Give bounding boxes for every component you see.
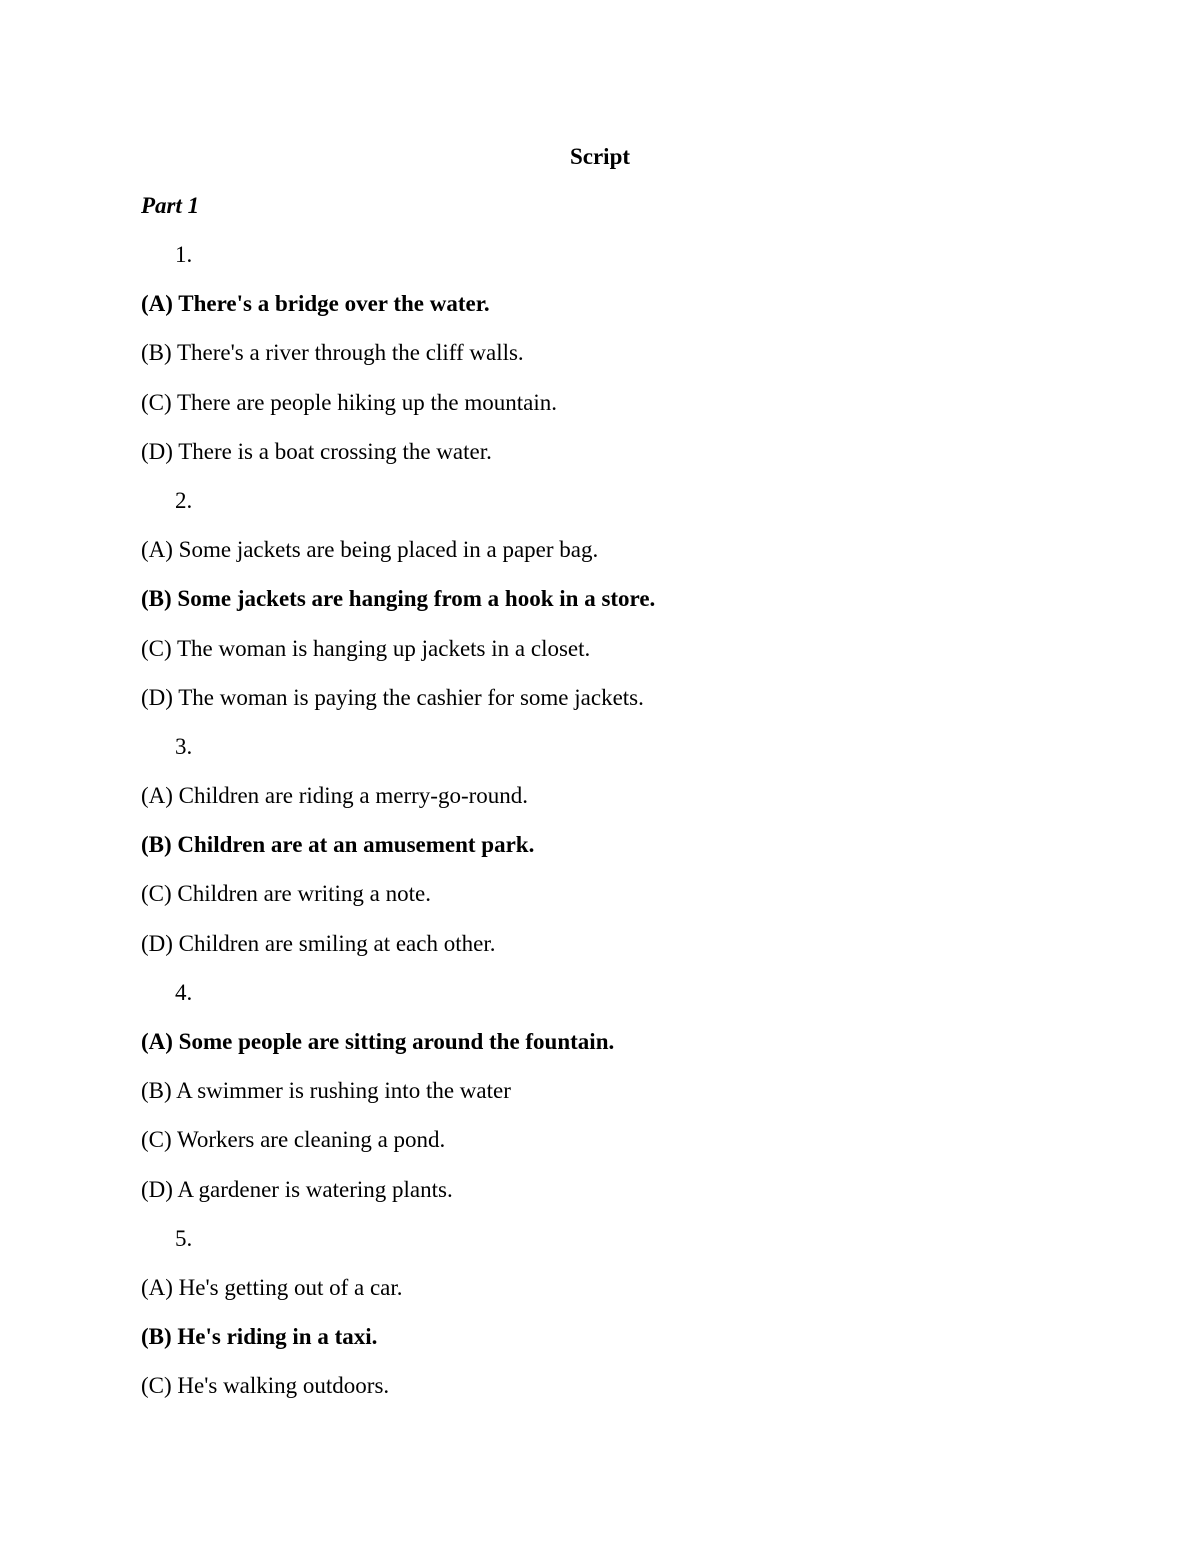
question-number: 3. (175, 733, 193, 759)
answer-option: (C) There are people hiking up the mountain. (141, 389, 558, 415)
question-number: 1. (175, 242, 193, 267)
answer-option-correct: (A) There's a bridge over the water. (141, 291, 490, 317)
answer-option: (B) There's a river through the cliff walls. (141, 340, 524, 366)
answer-option: (B) A swimmer is rushing into the water (141, 1078, 511, 1104)
answer-option: (D) There is a boat crossing the water. (141, 438, 492, 464)
answer-option-correct: (B) Children are at an amusement park. (141, 832, 535, 858)
answer-option-correct: (B) He's riding in a taxi. (141, 1324, 378, 1350)
answer-option: (C) He's walking outdoors. (141, 1373, 390, 1399)
question-list (141, 239, 1141, 1420)
document-title: Script (569, 144, 631, 169)
question-number: 4. (175, 979, 193, 1005)
answer-option: (A) Some jackets are being placed in a paper bag. (141, 537, 599, 563)
answer-option-correct: (A) Some people are sitting around the fountain. (141, 1029, 615, 1054)
answer-option: (C) Workers are cleaning a pond. (141, 1127, 446, 1153)
answer-option-correct: (B) Some jackets are hanging from a hook in a store. (141, 586, 656, 612)
answer-option: (D) A gardener is watering plants. (141, 1176, 453, 1202)
part-heading: Part 1 (141, 193, 200, 218)
answer-option: (A) He's getting out of a car. (141, 1274, 403, 1300)
question-number: 5. (175, 1225, 193, 1251)
answer-option: (D) The woman is paying the cashier for some jackets. (141, 684, 644, 710)
answer-option: (A) Children are riding a merry-go-round. (141, 783, 529, 809)
answer-option: (C) Children are writing a note. (141, 881, 431, 907)
question-number: 2. (175, 487, 193, 513)
answer-option: (C) The woman is hanging up jackets in a closet. (141, 635, 591, 661)
answer-option: (D) Children are smiling at each other. (141, 930, 496, 956)
